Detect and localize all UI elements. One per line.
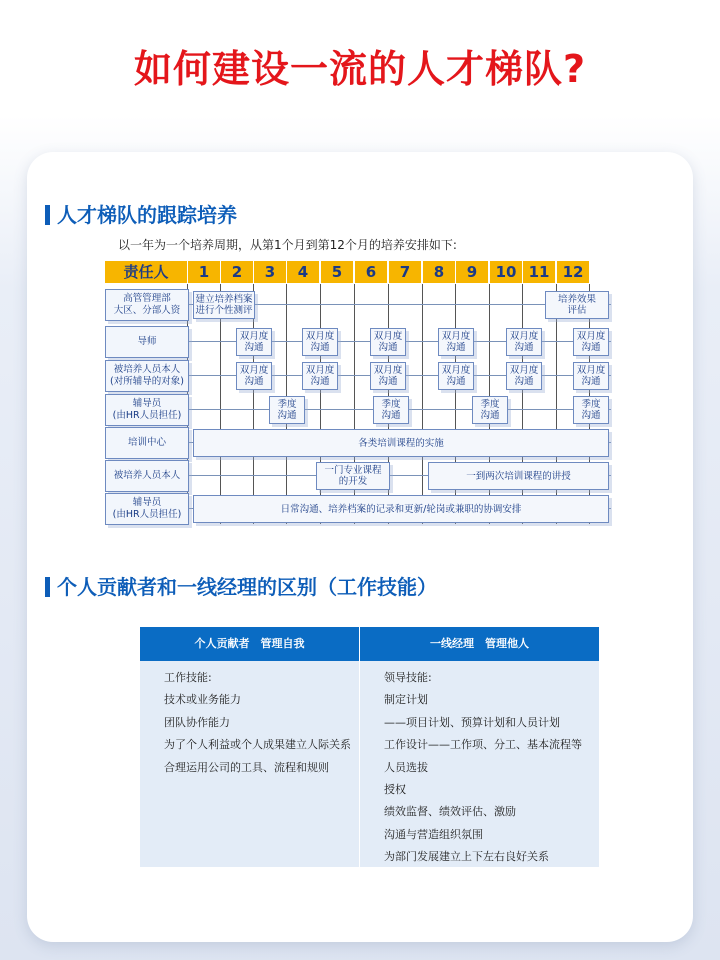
role-label: 辅导员 (由HR人员担任) [105, 493, 189, 525]
grid-vline [220, 284, 221, 524]
month-header-11: 11 [523, 261, 555, 283]
cell-daily-communication: 日常沟通、培养档案的记录和更新/轮岗或兼职的协调安排 [193, 495, 609, 523]
header-owner: 责任人 [105, 261, 187, 283]
role-label: 被培养人员本人 [105, 460, 189, 492]
individual-skill-item: 技术或业务能力 [164, 693, 241, 707]
section-heading-difference [45, 571, 437, 600]
manager-skill-item: 制定计划 [384, 693, 428, 707]
month-header-5: 5 [321, 261, 353, 283]
month-header-2: 2 [221, 261, 253, 283]
month-header-4: 4 [287, 261, 319, 283]
manager-skill-item: 为部门发展建立上下左右良好关系 [384, 850, 549, 864]
comparison-table [140, 627, 599, 867]
manager-skill-item: ——项目计划、预算计划和人员计划 [384, 715, 560, 729]
cell-bimonthly-trainee: 双月度 沟通 [506, 362, 542, 390]
cell-bimonthly-mentor: 双月度 沟通 [236, 328, 272, 356]
individual-skill-list [164, 667, 351, 779]
cell-quarterly-hr: 季度 沟通 [573, 396, 609, 424]
heading-bar [45, 577, 50, 597]
role-label: 被培养人员本人 (对所辅导的对象) [105, 360, 189, 392]
cell-bimonthly-mentor: 双月度 沟通 [506, 328, 542, 356]
month-header-8: 8 [423, 261, 455, 283]
month-header-7: 7 [389, 261, 421, 283]
cell-bimonthly-trainee: 双月度 沟通 [302, 362, 338, 390]
role-label: 高管管理部 大区、分部人资 [105, 289, 189, 321]
role-label: 导师 [105, 326, 189, 358]
cell-course-development: 一门专业课程 的开发 [316, 462, 390, 490]
month-header-3: 3 [254, 261, 286, 283]
individual-skill-item: 团队协作能力 [164, 715, 230, 729]
col-header-individual: 个人贡献者 管理自我 [140, 627, 359, 661]
cell-bimonthly-mentor: 双月度 沟通 [573, 328, 609, 356]
individual-skill-item: 工作技能: [164, 671, 212, 684]
role-label: 培训中心 [105, 427, 189, 459]
manager-skill-item: 领导技能: [384, 671, 432, 684]
cell-bimonthly-trainee: 双月度 沟通 [573, 362, 609, 390]
section-heading-text: 人才梯队的跟踪培养 [57, 203, 237, 227]
grid-vline [253, 284, 254, 524]
individual-skill-item: 为了个人利益或个人成果建立人际关系 [164, 738, 351, 752]
cell-bimonthly-trainee: 双月度 沟通 [438, 362, 474, 390]
manager-skill-item: 人员选拔 [384, 760, 428, 774]
month-header-6: 6 [355, 261, 387, 283]
grid-vline [422, 284, 423, 524]
manager-skill-item: 授权 [384, 783, 406, 797]
manager-skill-item: 绩效监督、绩效评估、激励 [384, 805, 516, 819]
month-header-12: 12 [557, 261, 589, 283]
col-header-manager: 一线经理 管理他人 [360, 627, 599, 661]
manager-skill-list [384, 667, 582, 869]
cell-effect-evaluation: 培养效果 评估 [545, 291, 609, 319]
section-heading-text: 个人贡献者和一线经理的区别（工作技能） [57, 575, 437, 599]
cell-bimonthly-trainee: 双月度 沟通 [370, 362, 406, 390]
table-divider [359, 627, 360, 867]
cell-setup-file: 建立培养档案 进行个性测评 [193, 291, 255, 319]
cell-quarterly-hr: 季度 沟通 [373, 396, 409, 424]
schedule-intro: 以一年为一个培养周期，从第1个月到第12个月的培养安排如下: [118, 238, 457, 252]
role-label: 辅导员 (由HR人员担任) [105, 394, 189, 426]
month-header-9: 9 [456, 261, 488, 283]
cell-quarterly-hr: 季度 沟通 [269, 396, 305, 424]
manager-skill-item: 沟通与营造组织氛围 [384, 827, 483, 841]
cell-training-implementation: 各类培训课程的实施 [193, 429, 609, 457]
month-header-1: 1 [188, 261, 220, 283]
cell-course-teaching: 一到两次培训课程的讲授 [428, 462, 609, 490]
cell-quarterly-hr: 季度 沟通 [472, 396, 508, 424]
heading-bar [45, 205, 50, 225]
manager-skill-item: 工作设计——工作项、分工、基本流程等 [384, 738, 582, 752]
cell-bimonthly-trainee: 双月度 沟通 [236, 362, 272, 390]
individual-skill-item: 合理运用公司的工具、流程和规则 [164, 760, 329, 774]
month-header-10: 10 [490, 261, 522, 283]
cell-bimonthly-mentor: 双月度 沟通 [370, 328, 406, 356]
cell-bimonthly-mentor: 双月度 沟通 [438, 328, 474, 356]
page-title: 如何建设一流的人才梯队? [133, 47, 587, 91]
cell-bimonthly-mentor: 双月度 沟通 [302, 328, 338, 356]
section-heading-tracking [45, 199, 237, 228]
